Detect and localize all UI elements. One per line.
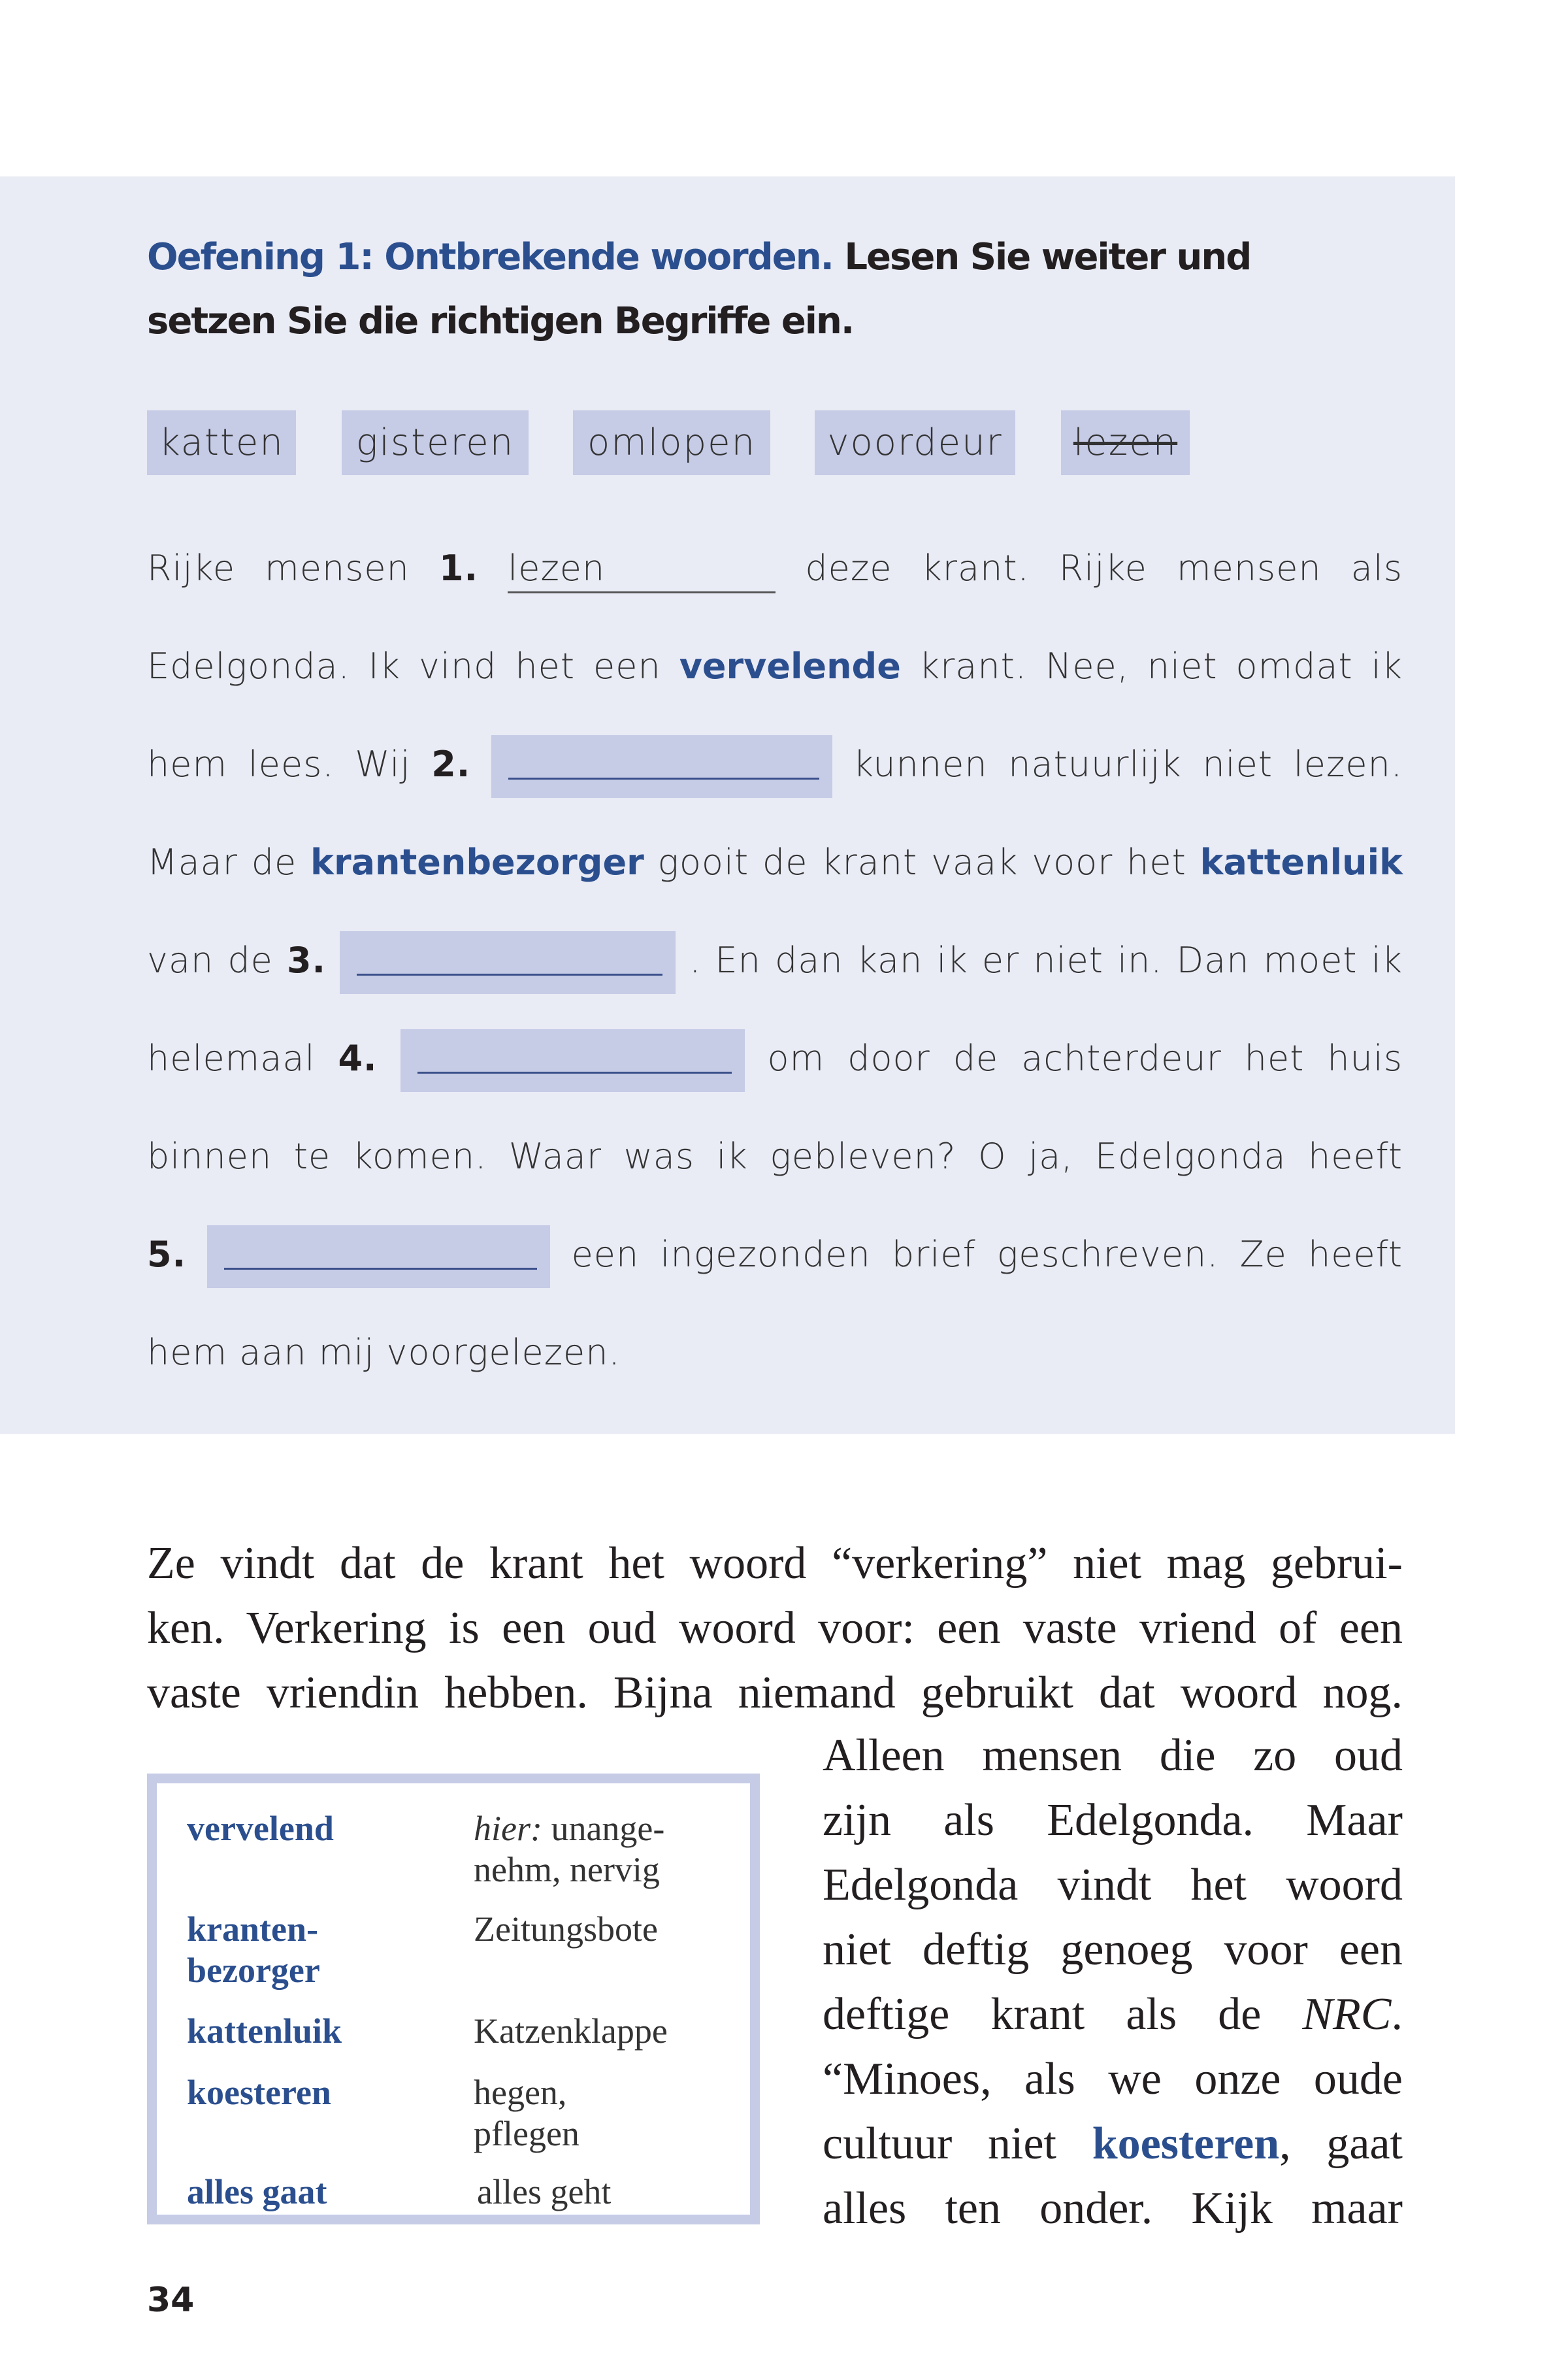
exercise-instruction: Lesen Sie weiter und [832, 236, 1251, 278]
text: hem aan mij voorgelezen. [147, 1332, 621, 1373]
story-line [823, 1982, 1403, 2047]
text: hem lees. Wij [147, 744, 432, 785]
text: om door de achterdeur het huis [744, 1038, 1403, 1079]
glossary-definition: alles geht [477, 2172, 612, 2211]
glossary-term: kattenluik [187, 2011, 342, 2051]
text: Rijke mensen [147, 548, 439, 589]
blank-number: 1. [438, 548, 479, 589]
glossary-term [187, 1909, 320, 1991]
glossary-term: vervelend [187, 1809, 334, 1848]
blank-number: 4. [338, 1038, 378, 1079]
glossary-definition: Katzenklappe [474, 2011, 668, 2051]
text: deftige krant als de [823, 1989, 1303, 2039]
story-line: “Minoes, als we onze oude [823, 2054, 1403, 2104]
text: bezorger [187, 1951, 320, 1990]
text: cultuur niet [823, 2119, 1092, 2169]
glossary-term: alles gaat [187, 2172, 327, 2211]
page-number: 34 [147, 2281, 195, 2320]
story-line: ken. Verkering is een oud woord voor: een vaste vriend of een [147, 1603, 1403, 1653]
answer-3-input[interactable] [340, 931, 676, 994]
word-chip-gisteren[interactable]: gisteren [342, 410, 529, 475]
text: pflegen [474, 2114, 580, 2153]
story-line: Edelgonda vindt het woord [823, 1860, 1403, 1910]
text: hegen, [474, 2073, 567, 2112]
answer-4-input[interactable] [400, 1029, 745, 1092]
text-italic: hier: [474, 1809, 542, 1848]
word-chip-voordeur[interactable]: voordeur [815, 410, 1015, 475]
story-line: vaste vriendin hebben. Bijna niemand gebruikt dat woord nog. [147, 1668, 1403, 1718]
answer-2-input[interactable] [491, 735, 832, 798]
text: unange- [542, 1809, 665, 1848]
text: helemaal [147, 1038, 338, 1079]
glossary-definition: Zeitungsbote [474, 1909, 658, 1949]
text: kunnen natuurlijk niet lezen. [832, 744, 1403, 785]
text: van de [147, 940, 287, 981]
glossary-definition [474, 2072, 580, 2155]
text: deze krant. Rijke mensen als [776, 548, 1403, 589]
word-chip-lezen-used[interactable]: lezen [1061, 410, 1190, 475]
story-line: alles ten onder. Kijk maar [823, 2183, 1403, 2234]
answer-1-filled[interactable]: lezen [508, 546, 776, 593]
text: . En dan kan ik er niet in. Dan moet ik [676, 940, 1403, 981]
exercise-text [147, 529, 1403, 1412]
exercise-heading [147, 225, 1323, 354]
story-line: Ze vindt dat de krant het woord “verkering” niet mag gebrui- [147, 1538, 1403, 1589]
text: nehm, nervig [474, 1850, 660, 1889]
exercise-title: Oefening 1: Ontbrekende woorden. [147, 236, 833, 278]
blank-number: 2. [431, 744, 471, 785]
text: binnen te komen. Waar was ik gebleven? O ja, Edelgonda heeft [147, 1136, 1403, 1177]
text-italic-nrc: NRC [1302, 1989, 1392, 2039]
text: kranten- [187, 1909, 318, 1949]
text: krant. Nee, niet omdat ik [900, 646, 1403, 687]
story-line [823, 2111, 1403, 2176]
exercise-instruction-line2: setzen Sie die richtigen Begriffe ein. [147, 300, 854, 342]
glossary-box [147, 1774, 760, 2224]
blank-number: 3. [286, 940, 327, 981]
glossary-definition [474, 1808, 664, 1891]
keyword-krantenbezorger: krantenbezorger [310, 842, 644, 883]
text: gooit de krant vaak voor het [644, 842, 1200, 883]
glossary-term: koesteren [187, 2073, 331, 2112]
text: Maar de [147, 842, 311, 883]
keyword-kattenluik: kattenluik [1200, 842, 1403, 883]
text: Edelgonda. Ik vind het een [147, 646, 679, 687]
text: , gaat [1279, 2119, 1403, 2169]
answer-5-input[interactable] [207, 1225, 550, 1288]
word-chip-omlopen[interactable]: omlopen [573, 410, 770, 475]
story-line: niet deftig genoeg voor een [823, 1924, 1403, 1975]
text: een ingezonden brief geschreven. Ze heeft [550, 1234, 1403, 1275]
story-line: Alleen mensen die zo oud [823, 1730, 1403, 1781]
word-chip-katten[interactable]: katten [147, 410, 296, 475]
keyword-vervelende: vervelende [679, 646, 901, 687]
story-line: zijn als Edelgonda. Maar [823, 1795, 1403, 1845]
blank-number: 5. [147, 1234, 187, 1275]
keyword-koesteren: koesteren [1092, 2119, 1280, 2169]
text: . [1391, 1989, 1403, 2039]
